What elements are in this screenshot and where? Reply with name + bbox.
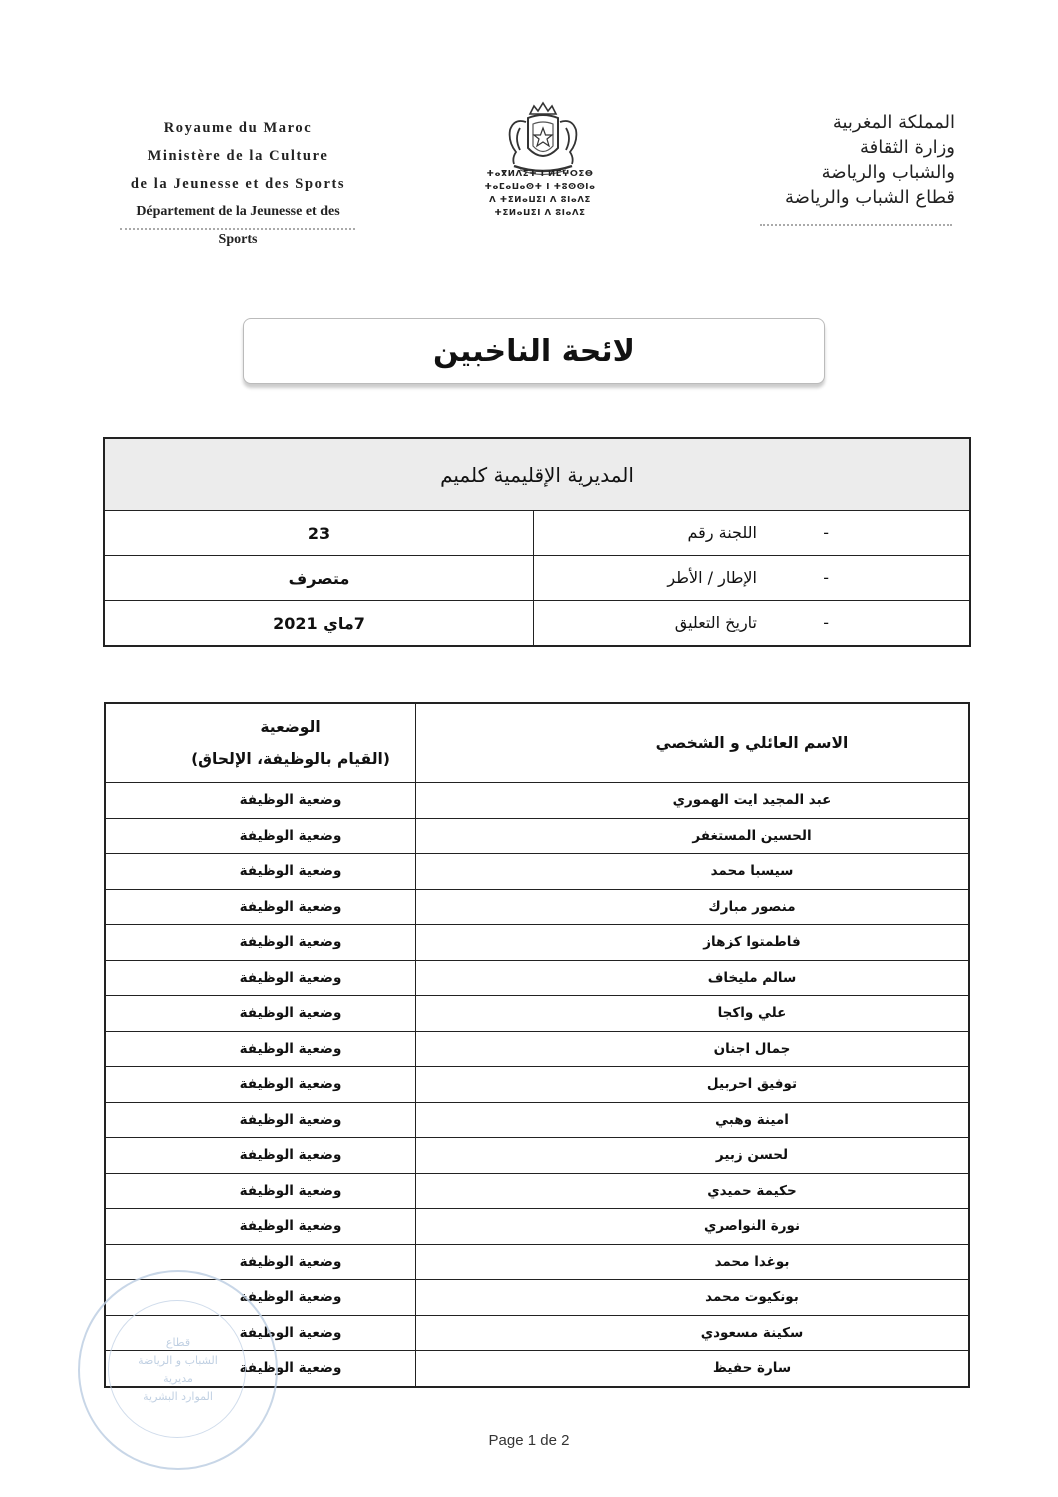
- voter-status: وضعية الوظيفة: [105, 1280, 416, 1316]
- page-title: لائحة الناخبين: [432, 333, 636, 369]
- voter-name: نورة النواصري: [416, 1209, 970, 1245]
- info-row: [104, 601, 970, 647]
- stamp-line: الموارد البشرية: [143, 1390, 213, 1403]
- table-row: [105, 783, 969, 819]
- header-ar-line: وزارة الثقافة: [860, 137, 955, 158]
- voter-status: وضعية الوظيفة: [105, 854, 416, 890]
- table-row: [105, 1209, 969, 1245]
- voter-status: وضعية الوظيفة: [105, 1173, 416, 1209]
- info-label: تاريخ التعليق: [674, 613, 757, 632]
- voter-name: امينة وهبي: [416, 1102, 970, 1138]
- voter-name: منصور مبارك: [416, 889, 970, 925]
- header-arabic: [740, 110, 955, 210]
- table-row: [105, 1138, 969, 1174]
- voter-name: سيسبا محمد: [416, 854, 970, 890]
- header-fr-line: Département de la Jeunesse et des Sports: [136, 204, 340, 247]
- table-row: [105, 889, 969, 925]
- voter-status: وضعية الوظيفة: [105, 783, 416, 819]
- page-number: Page 1 de 2: [488, 1432, 570, 1449]
- voter-name: فاطمتوا كزهاز: [416, 925, 970, 961]
- voter-status: وضعية الوظيفة: [105, 1031, 416, 1067]
- info-value: متصرف: [104, 556, 534, 601]
- stamp-line: مديرية: [163, 1372, 193, 1385]
- directorate-cell: [104, 438, 970, 511]
- info-label-cell: [534, 601, 971, 647]
- table-row: [105, 1102, 969, 1138]
- column-header-status: [105, 703, 416, 783]
- voter-name: لحسن زبير: [416, 1138, 970, 1174]
- table-row: [105, 1244, 969, 1280]
- header-tifinagh-line: ⵜⵉⵍⴰⵡⵉⵏ ⴷ ⵓⵏⴰⴷⵉ: [494, 208, 586, 218]
- header-fr-line: Royaume du Maroc: [163, 120, 313, 136]
- header-tifinagh-line: ⴷ ⵜⵉⵍⴰⵡⵉⵏ ⴷ ⵓⵏⴰⴷⵉ: [489, 195, 591, 205]
- voter-status: وضعية الوظيفة: [105, 996, 416, 1032]
- voter-status: وضعية الوظيفة: [105, 1067, 416, 1103]
- voter-name: توفيق احربيل: [416, 1067, 970, 1103]
- voter-status: وضعية الوظيفة: [105, 1138, 416, 1174]
- voter-name: الحسين المستغفر: [416, 818, 970, 854]
- voter-status: وضعية الوظيفة: [105, 1244, 416, 1280]
- table-row: [105, 925, 969, 961]
- stamp-line: قطاع: [165, 1336, 191, 1349]
- voter-name: جمال اجنان: [416, 1031, 970, 1067]
- table-row: [105, 818, 969, 854]
- table-row: [105, 854, 969, 890]
- header-ar-line: والشباب والرياضة: [821, 162, 955, 183]
- voter-status: وضعية الوظيفة: [105, 818, 416, 854]
- info-value: 23: [104, 511, 534, 556]
- table-row: [105, 960, 969, 996]
- voter-name: بوغدا محمد: [416, 1244, 970, 1280]
- info-table: [103, 437, 971, 647]
- info-row: [104, 556, 970, 601]
- stamp-line: الشباب و الرياضة: [138, 1354, 218, 1367]
- header-ar-divider: [760, 224, 952, 226]
- table-row: [105, 1031, 969, 1067]
- header-tifinagh: [470, 168, 610, 220]
- header-fr-divider: [120, 228, 355, 230]
- info-dash: -: [823, 568, 829, 587]
- info-label-cell: [534, 556, 971, 601]
- title-box: [243, 318, 825, 384]
- info-dash: -: [823, 523, 829, 542]
- info-label-cell: [534, 511, 971, 556]
- table-row: [105, 1067, 969, 1103]
- table-row: [105, 996, 969, 1032]
- voter-status: وضعية الوظيفة: [105, 1315, 416, 1351]
- voter-status: وضعية الوظيفة: [105, 925, 416, 961]
- header-fr-line: de la Jeunesse et des Sports: [130, 176, 346, 192]
- voter-name: سالم مليخاف: [416, 960, 970, 996]
- header-tifinagh-line: ⵜⴰⵎⴰⵡⴰⵙⵜ ⵏ ⵜⵓⵙⵙⵏⴰ: [484, 182, 596, 192]
- info-row: [104, 511, 970, 556]
- voter-status: وضعية الوظيفة: [105, 1351, 416, 1387]
- voter-name: سارة حفيظ: [416, 1351, 970, 1387]
- directorate-name: المديرية الإقليمية كلميم: [440, 462, 634, 487]
- table-header-row: [105, 703, 969, 783]
- voter-status: وضعية الوظيفة: [105, 1102, 416, 1138]
- info-label: الإطار / الأطر: [667, 568, 757, 587]
- header-tifinagh-line: ⵜⴰⴳⵍⴷⵉⵜ ⵏ ⵍⵎⵖⵔⵉⴱ: [486, 169, 594, 179]
- voter-name: بونكيوت محمد: [416, 1280, 970, 1316]
- header-fr-line: Ministère de la Culture: [147, 148, 329, 164]
- stamp-text: [110, 1334, 246, 1406]
- table-row: [105, 1173, 969, 1209]
- column-header-status-line: (القيام بالوظيفة، الإلحاق): [191, 750, 390, 768]
- header-french: [118, 114, 358, 254]
- voter-status: وضعية الوظيفة: [105, 889, 416, 925]
- info-dash: -: [823, 613, 829, 632]
- info-label: اللجنة رقم: [687, 523, 757, 542]
- column-header-status-line: الوضعية: [260, 718, 321, 736]
- voter-status: وضعية الوظيفة: [105, 1209, 416, 1245]
- voter-name: عبد المجيد ايت الهموري: [416, 783, 970, 819]
- header-ar-line: المملكة المغربية: [832, 112, 955, 133]
- voters-table: [104, 702, 970, 1388]
- voter-name: سكينة مسعودي: [416, 1315, 970, 1351]
- voter-name: حكيمة حميدي: [416, 1173, 970, 1209]
- voter-status: وضعية الوظيفة: [105, 960, 416, 996]
- voter-name: علي واكجا: [416, 996, 970, 1032]
- column-header-name: الاسم العائلي و الشخصي: [416, 703, 970, 783]
- header-ar-line: قطاع الشباب والرياضة: [785, 187, 955, 208]
- info-value: 7ماي 2021: [104, 601, 534, 647]
